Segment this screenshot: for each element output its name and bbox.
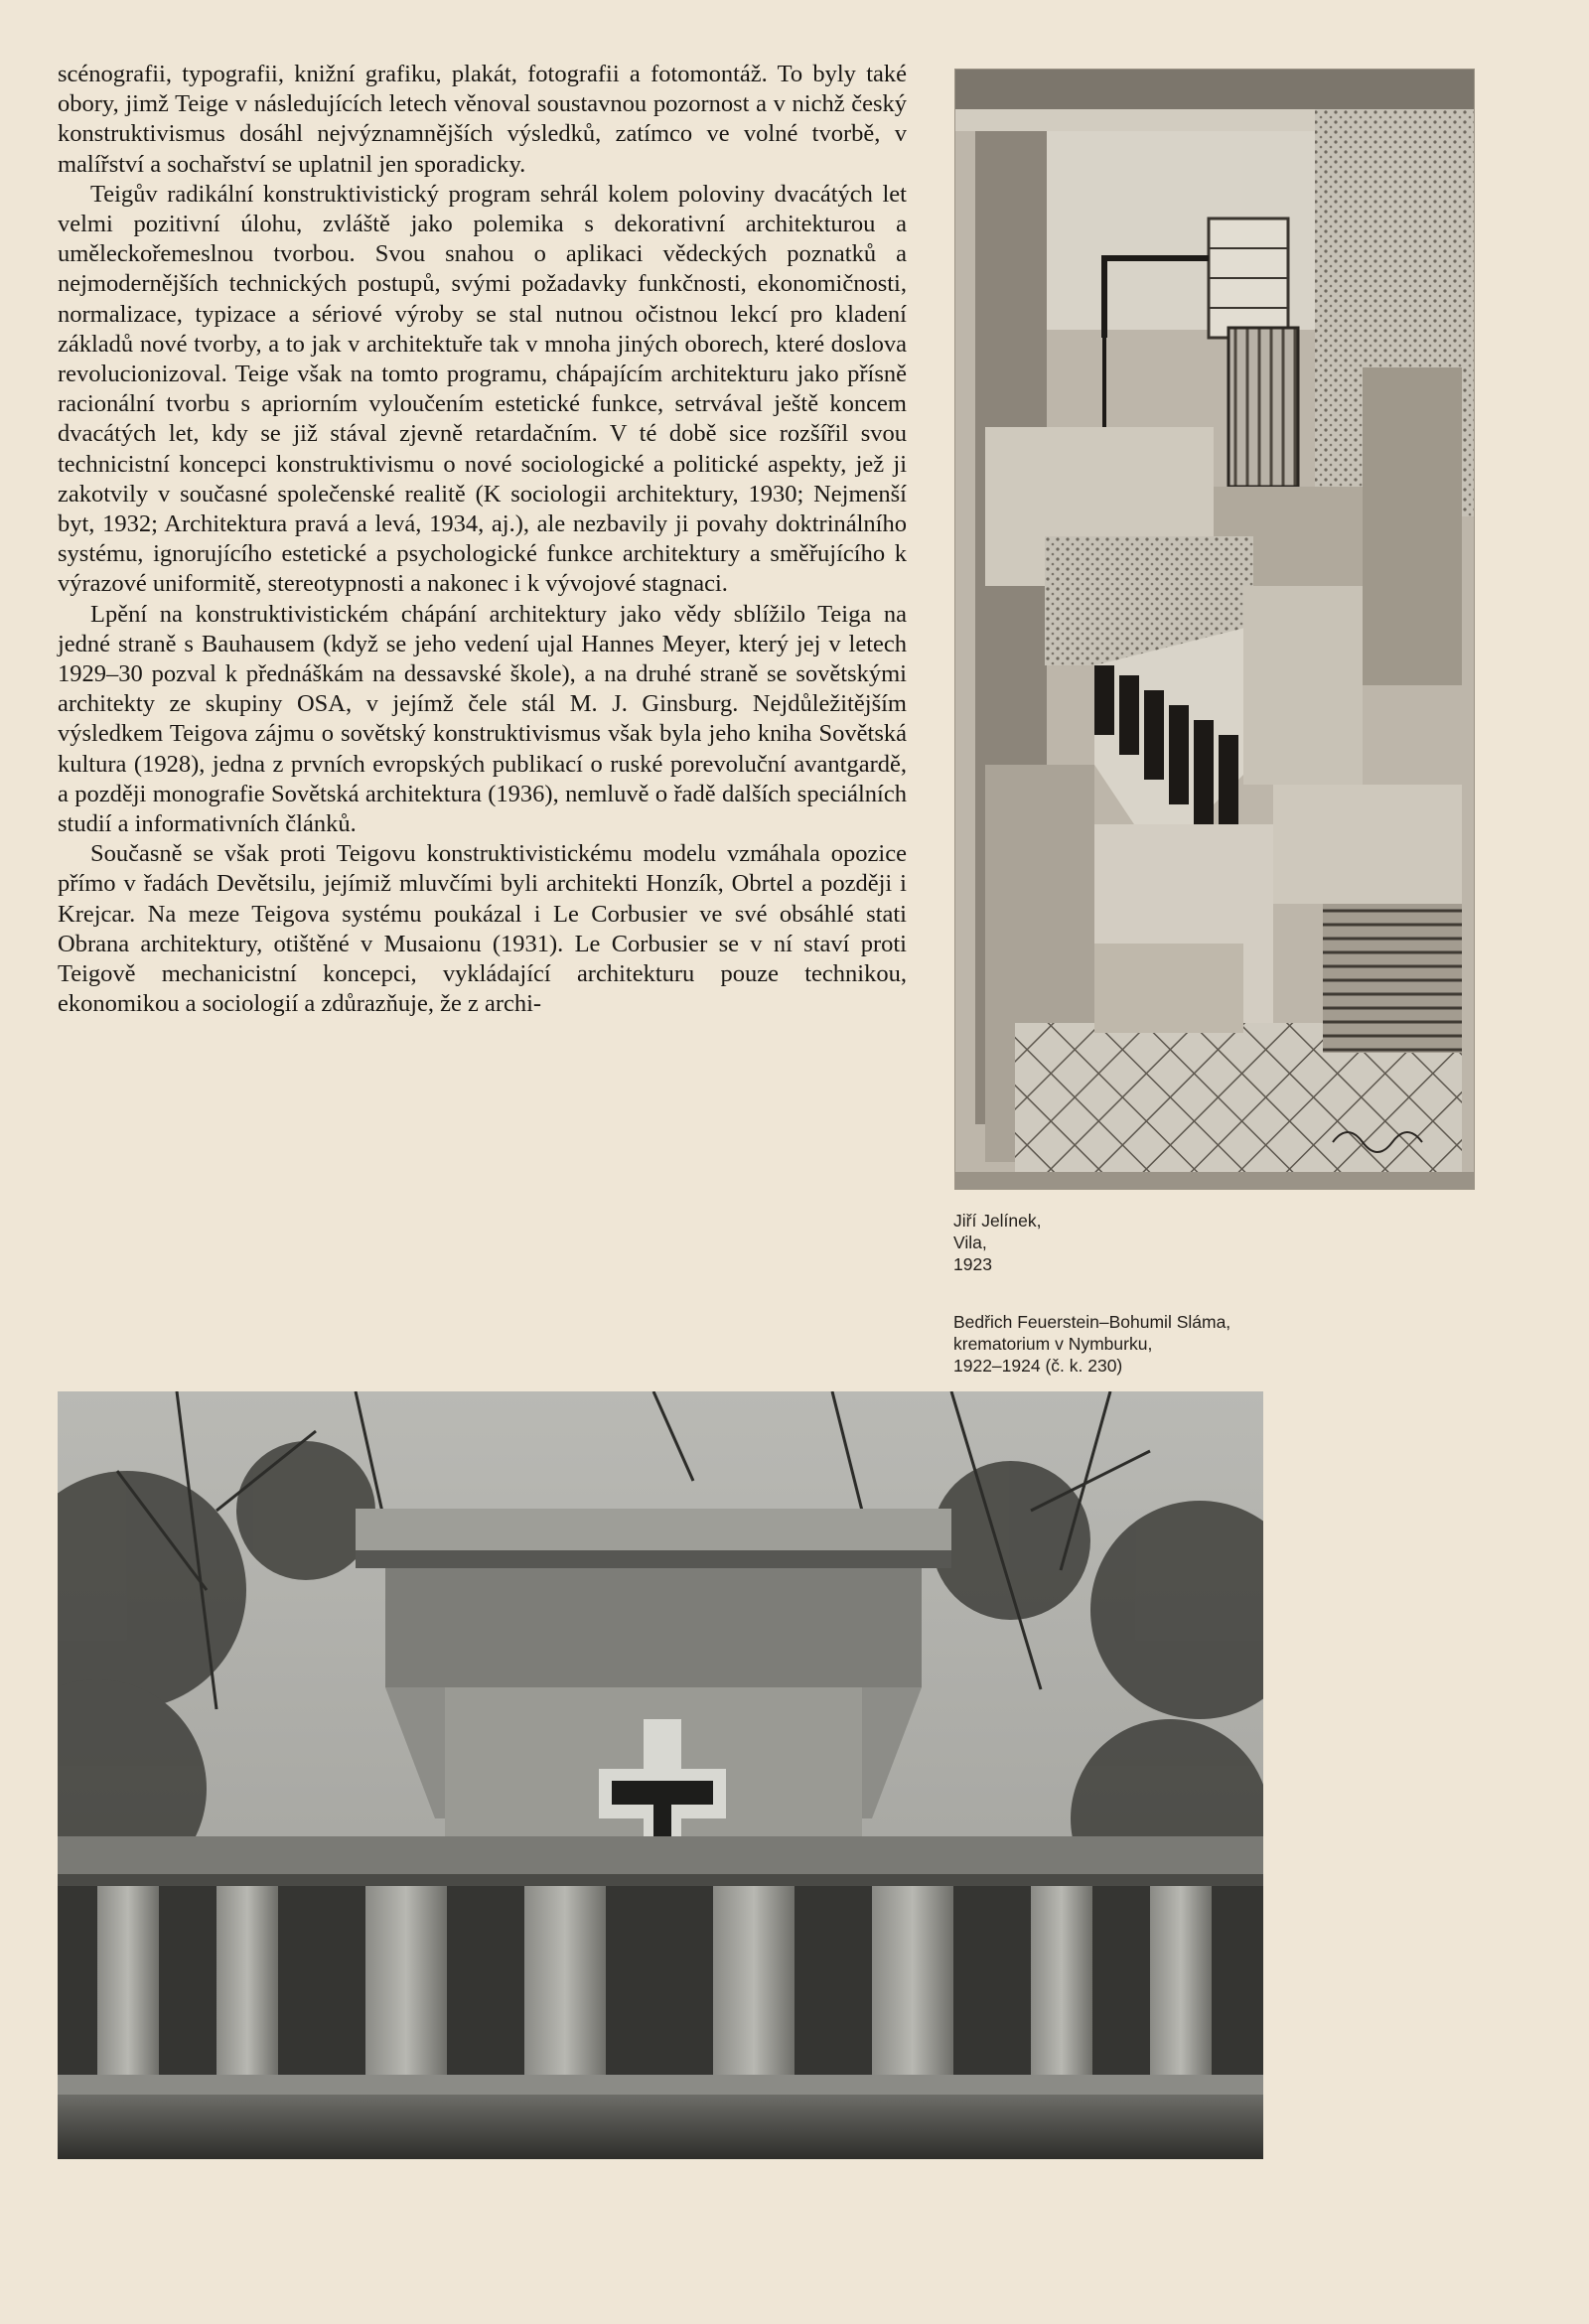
painting-vila-image bbox=[955, 70, 1474, 1189]
body-text-column bbox=[58, 60, 907, 1020]
painting-caption bbox=[953, 1210, 1152, 1275]
painting-caption-year: 1923 bbox=[953, 1254, 992, 1274]
paragraph-4: Současně se však proti Teigovu konstruktivistickému modelu vzmáhala opozice přímo v řadách Devětsilu, jejímiž mluvčími byli architekti Honzík, Obrtel a později i Krejcar. Na meze Teigova systému poukázal i Le Corbusier ve své obsáhlé stati Obrana architektury, otištěné v Musaionu (1931). Le Corbusier se v ní staví proti Teigově mechanicistní koncepci, vykládající architekturu pouze technikou, ekonomikou a sociologií a zdůrazňuje, že z archi- bbox=[58, 840, 907, 1018]
painting-caption-author: Jiří Jelínek, bbox=[953, 1211, 1042, 1231]
painting-illustration bbox=[955, 70, 1474, 1189]
photo-caption bbox=[953, 1311, 1390, 1377]
photo-caption-line-1: Bedřich Feuerstein–Bohumil Sláma, bbox=[953, 1312, 1231, 1332]
painting-caption-title: Vila, bbox=[953, 1233, 987, 1252]
photo-caption-line-3: 1922–1924 (č. k. 230) bbox=[953, 1356, 1123, 1376]
crematorium-illustration bbox=[58, 1391, 1263, 2159]
crematorium-photo bbox=[58, 1391, 1263, 2159]
paragraph-1: scénografii, typografii, knižní grafiku, plakát, fotografii a fotomontáž. To byly také obory, jimž Teige v následujících letech věnoval soustavnou pozornost a v nichž český konstruktivismus dosáhl nejvýznamnějších výsledků, zatímco ve volné tvorbě, v malířství a sochařství se uplatnil jen sporadicky. bbox=[58, 61, 907, 178]
paragraph-3: Lpění na konstruktivistickém chápání architektury jako vědy sblížilo Teiga na jedné straně s Bauhausem (když se jeho vedení ujal Hannes Meyer, který jej v letech 1929–30 pozval k přednáškám na dessavské škole), a na druhé straně se sovětskými architekty ze skupiny OSA, v jejímž čele stál M. J. Ginsburg. Nejdůležitějším výsledkem Teigova zájmu o sovětský konstruktivismus však byla jeho kniha Sovětská kultura (1928), jedna z prvních evropských publikací o ruské porevoluční avantgardě, a později monografie Sovětská architektura (1936), nemluvě o řadě dalších speciálních studií a informativních článků. bbox=[58, 600, 907, 838]
photo-caption-line-2: krematorium v Nymburku, bbox=[953, 1334, 1153, 1354]
paragraph-2: Teigův radikální konstruktivistický program sehrál kolem poloviny dvacátých let velmi pozitivní úlohu, zvláště jako polemika s dekorativní architekturou a uměleckořemeslnou tvorbou. Svou snahou o aplikaci vědeckých poznatků a nejmodernějších technických postupů, svými požadavky funkčnosti, ekonomičnosti, normalizace, typizace a sériové výroby se stal nutnou očistnou lekcí pro kladení základů nové tvorby, a to jak v architektuře tak v mnoha jiných oborech, které doslova revolucionizoval. Teige však na tomto programu, chápajícím architekturu jako přísně racionální tvorbu s apriorním vyloučením estetické funkce, setrvával ještě koncem dvacátých let, kdy se již stával zjevně retardačním. V té době sice rozšířil svou technicistní koncepci konstruktivismu o nové sociologické a politické aspekty, jež ji zakotvily v současné společenské realitě (K sociologii architektury, 1930; Nejmenší byt, 1932; Architektura pravá a levá, 1934, aj.), ale nezbavily ji povahy doktrinálního systému, ignorujícího estetické a psychologické funkce architektury a směřujícího k výrazové uniformitě, stereotypnosti a nakonec i k vývojové stagnaci. bbox=[58, 180, 907, 598]
